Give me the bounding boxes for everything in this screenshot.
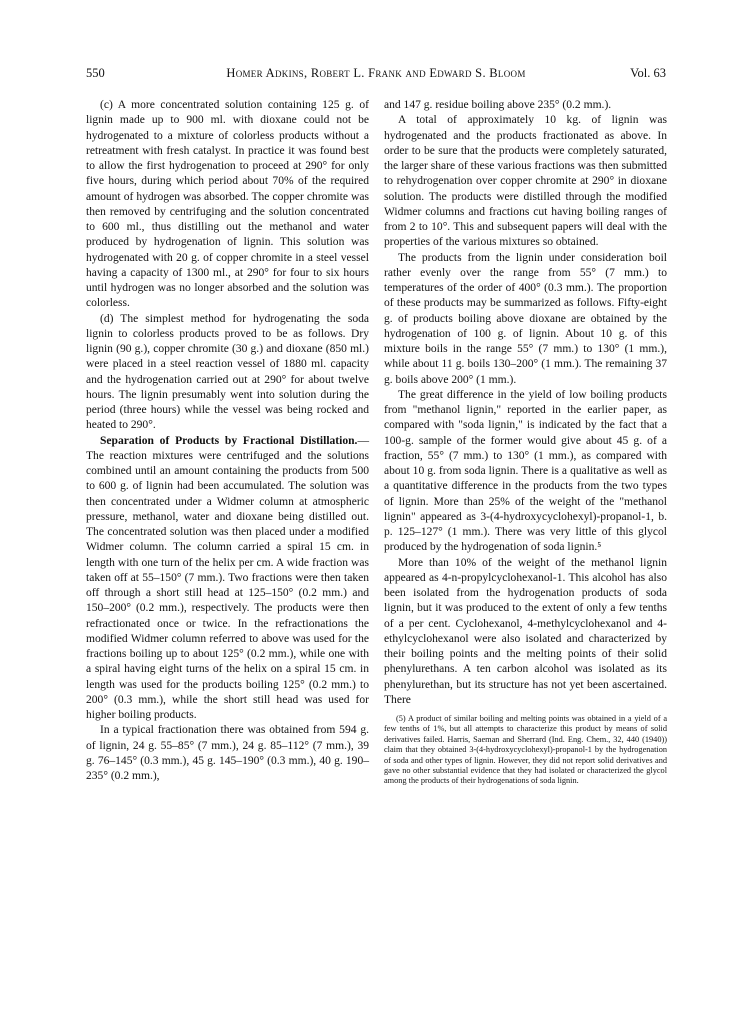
right-column-paragraphs xyxy=(384,98,667,708)
running-title: Homer Adkins, Robert L. Frank and Edward S. Bloom xyxy=(226,66,526,80)
page-number: 550 xyxy=(86,66,105,80)
paragraph-text: In a typical fractionation there was obtained from 594 g. of lignin, 24 g. 55–85° (7 mm.), 24 g. 85–112° (7 mm.), 39 g. 76–145° (0.3 mm.), 45 g. 145–190° (0.3 mm.), 40 g. 190–235° (0.2 mm.), xyxy=(86,724,369,782)
footnote-text: (5) A product of similar boiling and melting points was obtained in a yield of a few tenths of 1%, but all attempts to characterize this product by means of solid derivatives failed. Harris, Saeman and Sherrard (Ind. Eng. Chem., 32, 440 (1940)) claim that they obtained 3-(4-hydroxycyclohexyl)-propanol-1 by the hydrogenation of soda and other types of lignin. However, they did not report solid derivatives and gave no other substantial evidence that they had isolated or characterized the glycol among the products of their hydrogenations of soda lignin. xyxy=(384,714,667,786)
left-column xyxy=(86,98,369,784)
section-heading: Separation of Products by Fractional Distillation. xyxy=(100,434,358,447)
paragraph xyxy=(86,98,369,312)
volume-label: Vol. 63 xyxy=(630,66,666,80)
paragraph-text: —The reaction mixtures were centrifuged and the solutions combined until an amount containing the products from 500 to 600 g. of lignin had been accumulated. The solution was then concentrated under a Widmer column at atmospheric pressure, methanol, water and dioxane being distilled out. The concentrated solution was then placed under a modified Widmer column. The column carried a spiral 15 cm. in length with one turn of the helix per cm. A wide fraction was taken off at 55–150° (7 mm.). Two fractions were then taken off through a short still head at 125–150° (0.2 mm.) and 150–200° (0.2 mm.), respectively. The products were then refractionated once or twice. In the refractionations the modified Widmer column referred to above was used for the fractions boiling up to about 125° (0.2 mm.), while one with a spiral having eight turns of the helix on a spiral 15 cm. in length was used for the products boiling 125° (0.2 mm.) to 200° (0.3 mm.), while the short still head was used for higher boiling products. xyxy=(86,434,369,721)
paragraph xyxy=(384,113,667,250)
paragraph xyxy=(86,312,369,434)
right-column xyxy=(384,98,667,787)
paragraph-text: (d) The simplest method for hydrogenating the soda lignin to colorless products proved to be as follows. Dry lignin (90 g.), copper chromite (30 g.) and dioxane (850 ml.) were placed in a steel reaction vessel of 1880 ml. capacity and the hydrogenation carried out at 290° for about twelve hours. The lignin presumably went into solution during the period (three hours) while the vessel was being rocked and heated to 290°. xyxy=(86,312,369,432)
footnote xyxy=(384,714,667,787)
paragraph-text: and 147 g. residue boiling above 235° (0.2 mm.). xyxy=(384,99,612,111)
paragraph xyxy=(86,434,369,724)
paragraph xyxy=(384,388,667,556)
paragraph xyxy=(384,556,667,709)
paragraph-text: The products from the lignin under consideration boil rather evenly over the range from 55° (7 mm.) to temperatures of the order of 400° (0.3 mm.). The proportion of these products may be summarized as follows. Fifty-eight g. of products boiling above dioxane are obtained by the hydrogenation of 100 g. of lignin. About 10 g. of this mixture boils in the range 55° (7 mm.) to 130° (1 mm.), while about 11 g. boils 130–200° (1 mm.). The remaining 37 g. boils above 200° (1 mm.). xyxy=(384,251,667,386)
paragraph-text: More than 10% of the weight of the methanol lignin appeared as 4-n-propylcyclohexanol-1. This alcohol has also been isolated from the hydrogenation products of soda lignin, but it was produced to the extent of only a few tenths of a per cent. Cyclohexanol, 4-methylcyclohexanol and 4-ethylcyclohexanol were also isolated and characterized by their boiling points and the melting points of their solid phenylurethans. A ten carbon alcohol was isolated as its phenylurethan, but its structure has not yet been ascertained. There xyxy=(384,556,667,706)
paragraph-text: A total of approximately 10 kg. of lignin was hydrogenated and the products fractionated as above. In order to be sure that the products were completely saturated, the larger share of these various fractions was then submitted to rehydrogenation over copper chromite at 290° in dioxane solution. The products were distilled through the modified Widmer columns and fractions cut having boiling ranges of from 2 to 10°. This and subsequent papers will deal with the properties of the various mixtures so obtained. xyxy=(384,114,667,249)
page-header xyxy=(86,66,666,86)
paragraph xyxy=(384,251,667,388)
paragraph-text: (c) A more concentrated solution containing 125 g. of lignin made up to 900 ml. with dioxane could not be hydrogenated to a mixture of colorless products without a retreatment with fresh catalyst. In practice it was found best to allow the first hydrogenation to proceed at 290° for only five hours, during which period about 70% of the required amount of hydrogen was absorbed. The copper chromite was then removed by centrifuging and the solution concentrated to 600 ml., thus distilling out the methanol and water produced by hydrogenation of lignin. This solution was hydrogenated with 20 g. of copper chromite in a steel vessel having a capacity of 1300 ml., at 290° for four to six hours until hydrogen was no longer absorbed and the solution was colorless. xyxy=(86,99,369,310)
paragraph xyxy=(384,98,667,113)
paragraph-text: The great difference in the yield of low boiling products from "methanol lignin," reported in the earlier paper, as compared with "soda lignin," is indicated by the fact that a 100-g. sample of the former would give about 45 g. of a fraction, 55° (7 mm.) to 130° (1 mm.), as compared with about 10 g. from soda lignin. There is a qualitative as well as a quantitative difference in the products from the two types of lignin. More than 25% of the weight of the "methanol lignin" appeared as 3-(4-hydroxycyclohexyl)-propanol-1, b. p. 125–127° (1 mm.). There was very little of this glycol produced by the hydrogenation of soda lignin.⁵ xyxy=(384,388,667,554)
paragraph xyxy=(86,723,369,784)
